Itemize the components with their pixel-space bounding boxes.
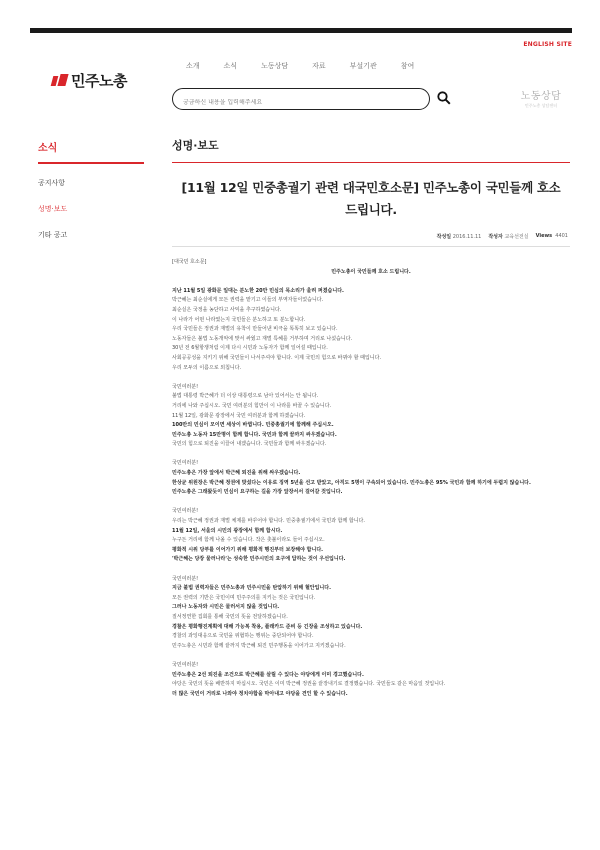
search-icon[interactable]	[437, 91, 451, 105]
article-paragraph: 사회공공성을 지키기 위해 국민들이 나서주셔야 합니다. 이제 국민의 힘으로 바꿔야 할 때입니다.	[172, 354, 382, 361]
meta-views: Views 4401	[535, 233, 568, 239]
sidebar-item-notice[interactable]: 공지사항	[38, 179, 66, 187]
article-paragraph: 박근혜는 최순실에게 모든 권력을 맡기고 이들의 부역자들이었습니다.	[172, 297, 324, 304]
consult-subtitle: 민주노총 상담센터	[524, 103, 558, 108]
article-paragraph: 지난 11월 5일 광화문 일대는 분노한 20만 민심의 목소리가 울려 퍼졌습니다.	[172, 287, 344, 294]
article-paragraph: 국민여러분!	[172, 508, 199, 515]
sidebar-title: 소식	[38, 143, 58, 154]
article-paragraph: 민주노총이 국민들께 호소 드립니다.	[331, 268, 411, 275]
sidebar-divider	[38, 162, 144, 164]
article-paragraph: 11월 12일, 광화문 광장에서 국민 여러분과 함께 하겠습니다.	[172, 412, 306, 419]
main-nav	[186, 61, 414, 71]
article-paragraph: 최순실은 국정을 농단하고 사익을 추구하였습니다.	[172, 306, 282, 313]
article-paragraph: 경찰의 과잉대응으로 국민을 위협하는 행위는 중단되어야 합니다.	[172, 633, 314, 640]
article-paragraph: 거리에 나와 주십시오. 국민 여러분의 힘만이 이 나라를 바꿀 수 있습니다.	[172, 402, 332, 409]
meta-author: 작성자 교육선전실	[488, 234, 529, 240]
article-paragraph: 그러나 노동자와 시민은 물러서지 않을 것입니다.	[172, 604, 280, 611]
article-paragraph: '박근혜는 당장 물러나라'는 성숙한 민주시민의 요구에 답하는 것이 우선입니다.	[172, 556, 346, 563]
article-paragraph: 민주노총은 가장 앞에서 박근혜 퇴진을 위해 싸우겠습니다.	[172, 470, 301, 477]
search-input[interactable]	[183, 99, 413, 106]
article-headline	[172, 177, 570, 221]
nav-item-participate[interactable]: 참여	[400, 62, 415, 70]
article-paragraph: 질서정연한 집회를 통해 국민의 뜻을 전달하겠습니다.	[172, 613, 288, 620]
consult-link[interactable]	[516, 87, 566, 109]
article-paragraph: 국민여러분!	[172, 460, 199, 467]
article-paragraph: 우리 국민들은 정권과 재벌의 유착이 만들어낸 비극을 똑똑히 보고 있습니다.	[172, 326, 338, 333]
article-paragraph: 경찰은 평화행진계획에 대해 가능복 착용, 플래카드 준비 등 긴장을 조성하고 있습니다.	[172, 623, 363, 630]
page-title: 성명·보도	[172, 139, 219, 152]
logo-text: 민주노총	[71, 72, 127, 90]
article-paragraph: 민주노총은 시민과 함께 끝까지 박근혜 퇴진 민주행동을 이어가고 지키겠습니다.	[172, 642, 346, 649]
article-paragraph: [대국민 호소문]	[172, 259, 207, 265]
article-paragraph: 지금 불법 권력자들은 민주노총과 민주시민을 탄압하기 위해 혈안입니다.	[172, 585, 331, 592]
nav-item-news[interactable]: 소식	[223, 62, 238, 70]
consult-title: 노동상담	[520, 91, 562, 102]
logo[interactable]	[52, 70, 127, 91]
sidebar-item-other-notices[interactable]: 기타 공고	[38, 231, 68, 239]
kctu-logo-icon	[52, 74, 68, 87]
article-paragraph: 노동자들은 불법 노동개악에 맞서 싸웠고 재벌 특혜를 거부하며 거리로 나섰습니다.	[172, 335, 353, 342]
article-meta	[437, 233, 568, 240]
article-paragraph: 우리 모두의 이름으로 외칩니다.	[172, 364, 242, 371]
meta-date: 작성일 2016.11.11	[436, 234, 482, 240]
article-paragraph: 민주노총은 2선 퇴진을 조건으로 박근혜를 살릴 수 있다는 야당에게 이미 경고했습니다.	[172, 671, 364, 678]
article-paragraph: 30년 전 6월항쟁처럼 이제 다시 시민과 노동자가 함께 일어설 때입니다.	[172, 345, 328, 352]
top-bar	[30, 28, 572, 33]
article-body	[172, 258, 570, 699]
article-paragraph: 한상균 위원장은 박근혜 정권에 맞섰다는 이유로 징역 5년을 선고 받았고, 아직도 5명이 구속되어 있습니다. 민주노총은 95% 국민과 함께 하기에 두렵지 않습니다.	[172, 479, 531, 486]
article-paragraph: 민주노총은 그래왔듯이 민심이 요구하는 길을 가장 앞장서서 걸어갈 것입니다.	[172, 489, 343, 496]
article-paragraph: 우리는 박근혜 정권과 재벌 체제를 바꾸어야 합니다. 민중총궐기에서 국민과 함께 합니다.	[172, 518, 365, 525]
article-paragraph: 11월 12일, 서울의 시민의 광장에서 함께 합시다.	[172, 527, 283, 534]
article-paragraph: 불법 대통령 박근혜가 더 이상 대통령으로 남아 있어서는 안 됩니다.	[172, 393, 319, 400]
article-paragraph: 민주노총 노동자 15만명이 함께 합니다. 국민과 함께 끝까지 싸우겠습니다.	[172, 431, 337, 438]
article-paragraph: 야당은 국민의 뜻을 배반하지 마십시오. 국민은 이미 박근혜 정권을 끝장내기로 결정했습니다. 국민들도 같은 마음일 것입니다.	[172, 681, 446, 688]
article-paragraph: 100만의 민심이 모이면 세상이 바뀝니다. 민중총궐기에 함께해 주십시오.	[172, 422, 334, 429]
article-paragraph: 이 나라가 어떤 나라였는지 국민들은 분노하고 또 분노합니다.	[172, 316, 306, 323]
nav-item-intro[interactable]: 소개	[186, 62, 200, 70]
english-site-link[interactable]: ENGLISH SITE	[523, 41, 572, 48]
nav-item-consult[interactable]: 노동상담	[261, 62, 289, 70]
article-paragraph: 더 많은 국민이 거리로 나와야 정치야합을 막아내고 야당을 견인 할 수 있습니다.	[172, 690, 348, 697]
headline-line-2: 드립니다.	[345, 202, 397, 217]
article-paragraph: 국민여러분!	[172, 661, 199, 668]
nav-item-materials[interactable]: 자료	[312, 62, 326, 70]
article-paragraph: 국민의 힘으로 퇴진을 이끌어 내겠습니다. 국민들과 함께 싸우겠습니다.	[172, 441, 327, 448]
article-paragraph: 국민여러분!	[172, 383, 199, 390]
article-paragraph: 누구든 거리에 함께 나올 수 있습니다. 작은 촛불이라도 들어 주십시오.	[172, 537, 325, 544]
article-paragraph: 국민여러분!	[172, 575, 199, 582]
meta-divider	[172, 246, 570, 247]
article-paragraph: 모든 권력의 기반은 국민이며 민주주의를 지키는 것은 국민입니다.	[172, 594, 316, 601]
article-paragraph: 평화적 시위 당부를 이어가기 위해 평화적 행진부터 보장해야 합니다.	[172, 546, 324, 553]
search-box	[172, 88, 430, 110]
headline-line-1: [11월 12일 민중총궐기 관련 대국민호소문] 민주노총이 국민들께 호소	[181, 180, 561, 195]
title-divider	[172, 162, 570, 163]
sidebar-item-statements[interactable]: 성명·보도	[38, 205, 68, 213]
nav-item-affiliates[interactable]: 부설기관	[349, 62, 377, 70]
